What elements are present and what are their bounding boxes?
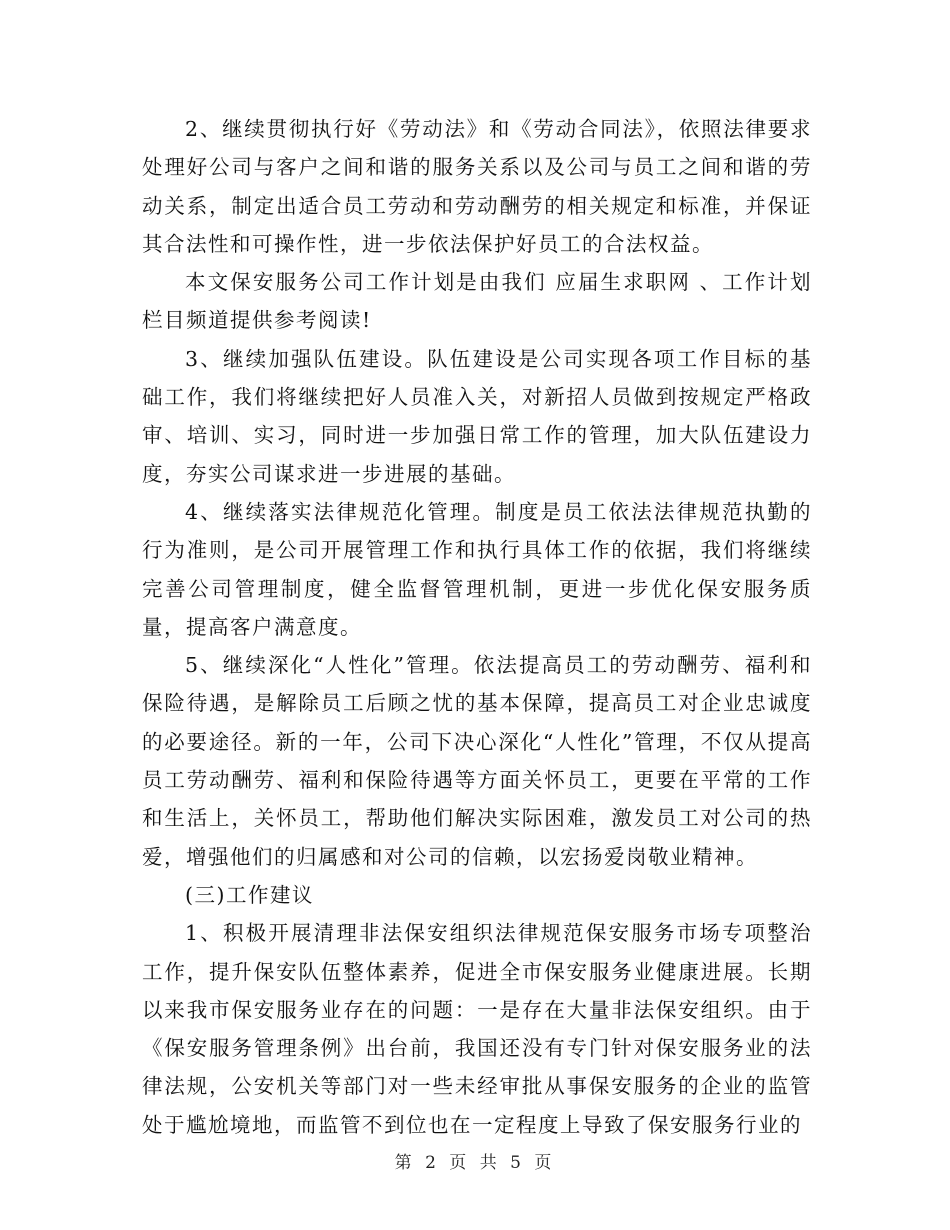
document-body (142, 110, 812, 1144)
paragraph-item-5: 5、继续深化“人性化”管理。依法提高员工的劳动酬劳、福利和保险待遇，是解除员工后顾之忧的基本保障，提高员工对企业忠诚度的必要途径。新的一年，公司下决心深化“人性化”管理，不仅从提高员工劳动酬劳、福利和保险待遇等方面关怀员工，更要在平常的工作和生活上，关怀员工，帮助他们解决实际困难，激发员工对公司的热爱，增强他们的归属感和对公司的信赖，以宏扬爱岗敬业精神。 (142, 653, 812, 869)
paragraph-suggestion-1: 1、积极开展清理非法保安组织法律规范保安服务市场专项整治工作，提升保安队伍整体素养，促进全市保安服务业健康进展。长期以来我市保安服务业存在的问题：一是存在大量非法保安组织。由于《保安服务管理条例》出台前，我国还没有专门针对保安服务业的法律法规，公安机关等部门对一些未经审批从事保安服务的企业的监管处于尴尬境地，而监管不到位也在一定程度上导致了保安服务行业的 (142, 921, 812, 1137)
paragraph-item-2: 2、继续贯彻执行好《劳动法》和《劳动合同法》，依照法律要求处理好公司与客户之间和谐的服务关系以及公司与员工之间和谐的劳动关系，制定出适合员工劳动和劳动酬劳的相关规定和标准，并保证其合法性和可操作性，进一步依法保护好员工的合法权益。 (142, 117, 812, 256)
source-note: 本文保安服务公司工作计划是由我们 应届生求职网 、工作计划栏目频道提供参考阅读! (142, 270, 812, 333)
paragraph-item-3: 3、继续加强队伍建设。队伍建设是公司实现各项工作目标的基础工作，我们将继续把好人员准入关，对新招人员做到按规定严格政审、培训、实习，同时进一步加强日常工作的管理，加大队伍建设力度，夯实公司谋求进一步进展的基础。 (142, 346, 812, 486)
paragraph-item-4: 4、继续落实法律规范化管理。制度是员工依法法律规范执勤的行为准则，是公司开展管理工作和执行具体工作的依据，我们将继续完善公司管理制度，健全监督管理机制，更进一步优化保安服务质量，提高客户满意度。 (142, 499, 812, 639)
page-number-footer: 第 2 页 共 5 页 (394, 1153, 556, 1173)
section-heading: (三)工作建议 (185, 882, 315, 907)
